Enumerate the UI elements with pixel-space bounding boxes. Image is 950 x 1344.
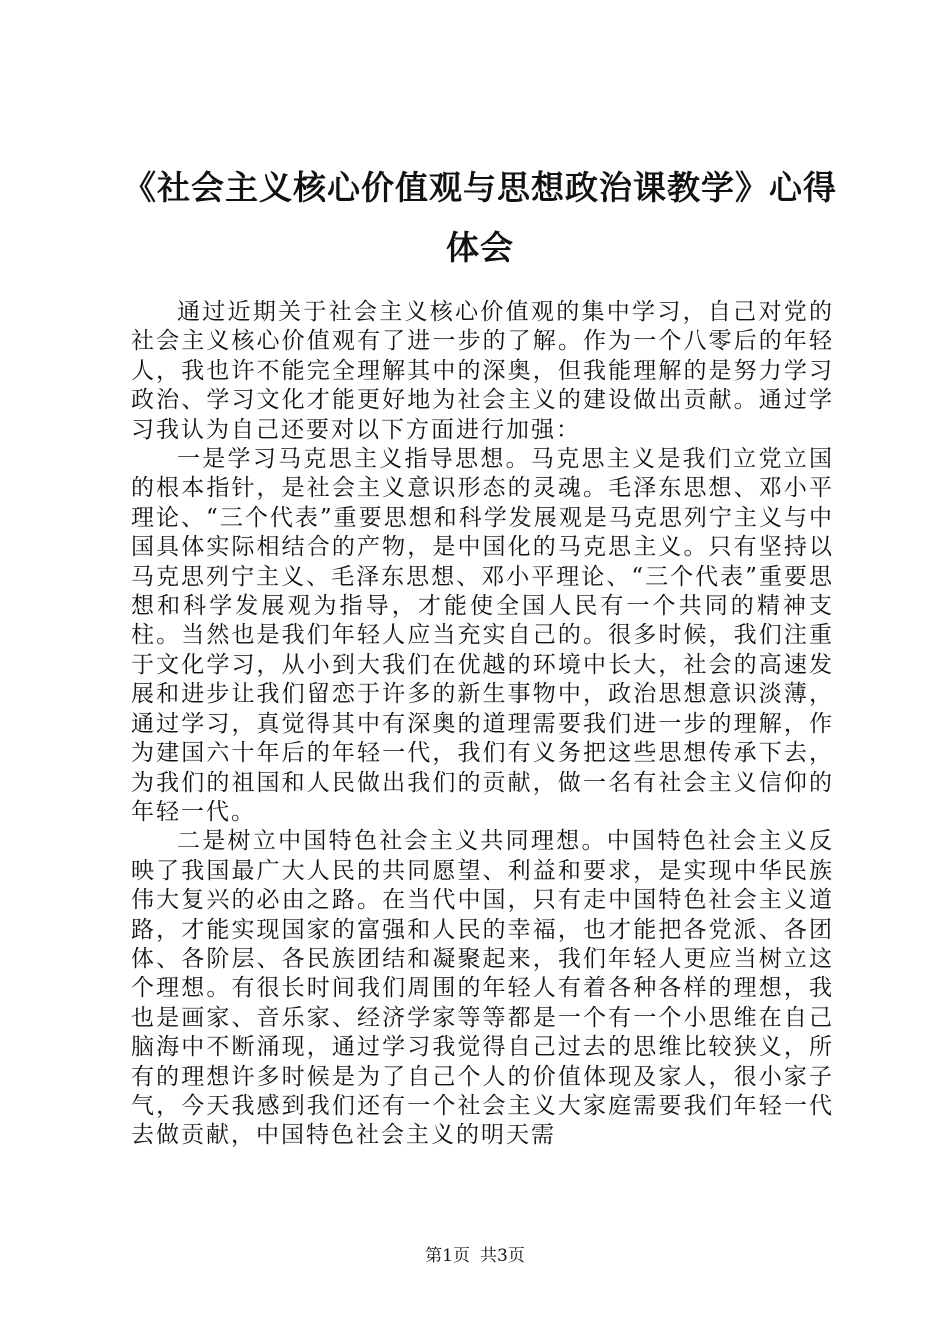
paragraph-common-ideal: 二是树立中国特色社会主义共同理想。中国特色社会主义反映了我国最广大人民的共同愿望、利益和要求，是实现中华民族伟大复兴的必由之路。在当代中国，只有走中国特色社会主义道路，才能实现国家的富强和人民的幸福，也才能把各党派、各团体、各阶层、各民族团结和凝聚起来，我们年轻人更应当树立这个理想。有很长时间我们周围的年轻人有着各种各样的理想，我也是画家、音乐家、经济学家等等都是一个有一个小思维在自己脑海中不断涌现，通过学习我觉得自己过去的思维比较狭义，所有的理想许多时候是为了自己个人的价值体现及家人，很小家子气，今天我感到我们还有一个社会主义大家庭需要我们年轻一代去做贡献，中国特色社会主义的明天需 xyxy=(131,828,834,1149)
page-footer xyxy=(0,1244,950,1268)
paragraph-intro: 通过近期关于社会主义核心价值观的集中学习，自己对党的社会主义核心价值观有了进一步的了解。作为一个八零后的年轻人，我也许不能完全理解其中的深奥，但我能理解的是努力学习政治、学习文化才能更好地为社会主义的建设做出贡献。通过学习我认为自己还要对以下方面进行加强： xyxy=(131,299,834,443)
page-total: 共3页 xyxy=(480,1246,525,1266)
page-number: 第1页 xyxy=(425,1246,470,1266)
paragraph-marxism: 一是学习马克思主义指导思想。马克思主义是我们立党立国的根本指针，是社会主义意识形态的灵魂。毛泽东思想、邓小平理论、“三个代表”重要思想和科学发展观是马克思列宁主义与中国具体实际相结合的产物，是中国化的马克思主义。只有坚持以马克思列宁主义、毛泽东思想、邓小平理论、“三个代表”重要思想和科学发展观为指导，才能使全国人民有一个共同的精神支柱。当然也是我们年轻人应当充实自己的。很多时候，我们注重于文化学习，从小到大我们在优越的环境中长大，社会的高速发展和进步让我们留恋于许多的新生事物中，政治思想意识淡薄，通过学习，真觉得其中有深奥的道理需要我们进一步的理解，作为建国六十年后的年轻一代，我们有义务把这些思想传承下去，为我们的祖国和人民做出我们的贡献，做一名有社会主义信仰的年轻一代。 xyxy=(131,446,834,825)
document-body xyxy=(131,298,834,1151)
document-title: 《社会主义核心价值观与思想政治课教学》心得体会 xyxy=(123,168,837,267)
